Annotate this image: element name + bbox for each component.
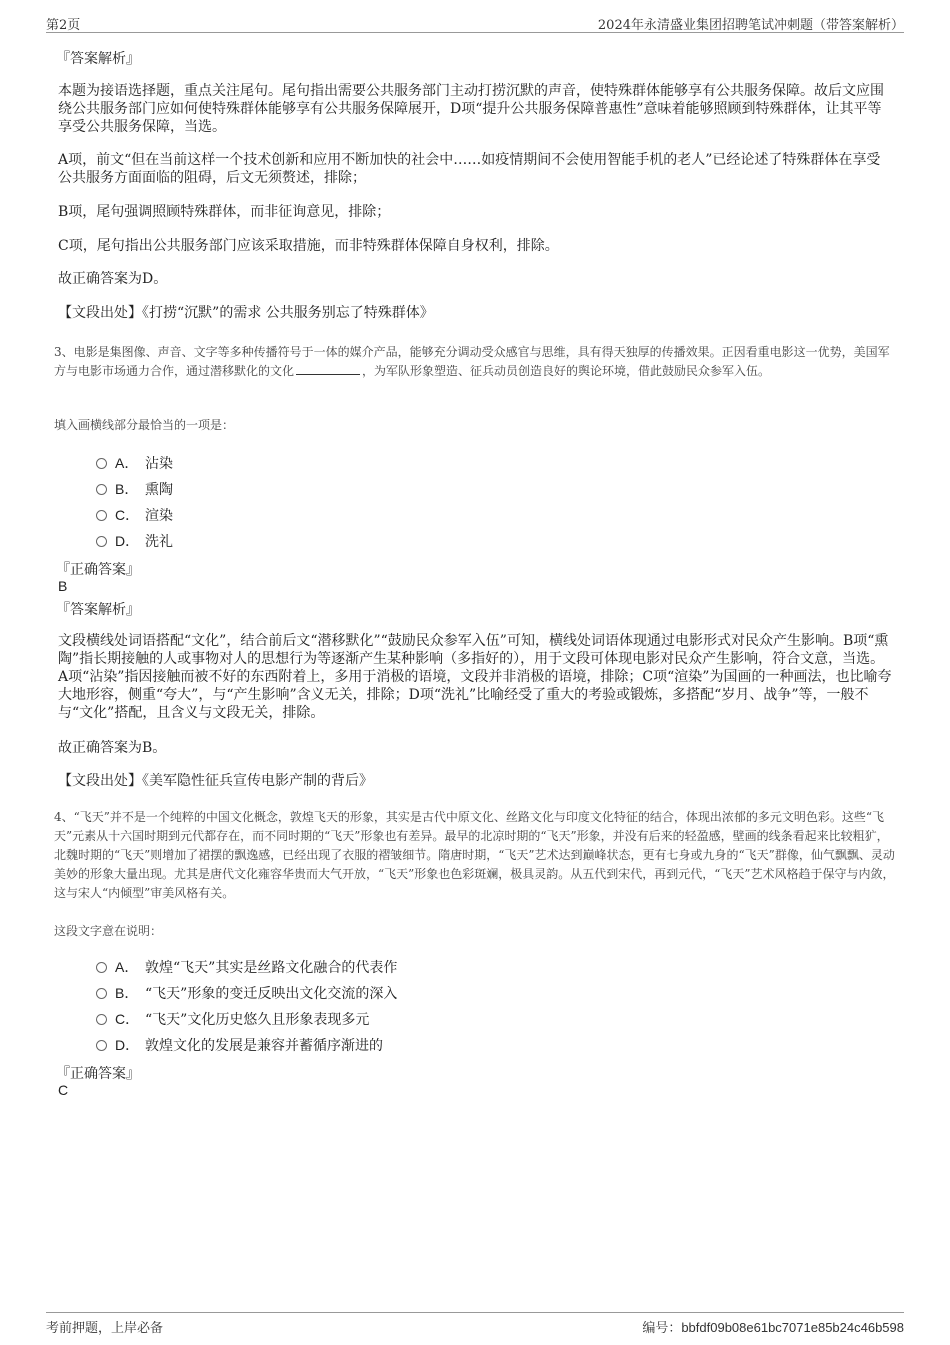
- footer-code: 编号：bbfdf09b08e61bc7071e85b24c46b598: [642, 1320, 904, 1336]
- footer-slogan: 考前押题，上岸必备: [46, 1321, 164, 1336]
- radio-icon[interactable]: [96, 988, 107, 999]
- q3-prompt: 填入画横线部分最恰当的一项是：: [54, 418, 235, 432]
- q3-analysis: 文段横线处词语搭配“文化”，结合前后文“潜移默化”“鼓励民众参军入伍”可知，横线处词语体现通过电影形式对民众产生影响。B项“熏陶”指长期接触的人或事物对人的思想行为等逐渐产生某种影响（多指好的），用于文段可体现电影对民众产生影响，符合文意，当选。A项“沾染”指因接触而被不好的东西附着上，多用于消极的语境，文段并非消极的语境，排除；C项“渲染”为国画的一种画法，也比喻夸大地形容，侧重“夸大”，与“产生影响”含义无关，排除；D项“洗礼”比喻经受了重大的考验或锻炼，多搭配“岁月、战争”等，一般不与“文化”搭配，且含义与文段无关，排除。: [58, 633, 892, 721]
- q3-option-c[interactable]: C． 渲染: [96, 505, 173, 525]
- q4-option-d[interactable]: D． 敦煌文化的发展是兼容并蓄循序渐进的: [96, 1035, 383, 1055]
- radio-icon[interactable]: [96, 510, 107, 521]
- q2-analysis-label: 『答案解析』: [56, 51, 140, 67]
- page-number: 第2页: [46, 18, 81, 33]
- q3-option-b[interactable]: B． 熏陶: [96, 479, 173, 499]
- q2-conclusion: 故正确答案为D。: [58, 271, 168, 287]
- page-header: [46, 14, 904, 33]
- page-footer: [46, 1312, 904, 1337]
- q3-analysis-label: 『答案解析』: [56, 602, 140, 618]
- q3-text-before: 3、电影是集图像、声音、文字等多种传播符号于一体的媒介产品，能够充分调动受众感官与思维，具有得天独厚的传播效果。正因看重电影这一优势，美国军方与电影市场通力合作，通过潜移默化的文化: [54, 345, 890, 378]
- radio-icon[interactable]: [96, 484, 107, 495]
- q4-answer-label: 『正确答案』: [56, 1066, 140, 1082]
- q2-source: 【文段出处】《打捞“沉默”的需求 公共服务别忘了特殊群体》: [58, 305, 434, 321]
- q4-prompt: 这段文字意在说明：: [54, 924, 163, 938]
- q3-blank: [296, 362, 360, 375]
- q3-option-a[interactable]: A． 沾染: [96, 453, 173, 473]
- radio-icon[interactable]: [96, 962, 107, 973]
- radio-icon[interactable]: [96, 536, 107, 547]
- q4-answer: C: [58, 1082, 69, 1098]
- q3-conclusion: 故正确答案为B。: [58, 740, 167, 756]
- q2-analysis-p1: 本题为接语选择题，重点关注尾句。尾句指出需要公共服务部门主动打捞沉默的声音，使特殊群体能够享有公共服务保障。故后文应围绕公共服务部门应如何使特殊群体能够享有公共服务保障展开，D项“提升公共服务保障普惠性”意味着能够照顾到特殊群体，让其平等享受公共服务保障，当选。: [58, 83, 884, 135]
- q3-text-after: ，为军队形象塑造、征兵动员创造良好的舆论环境，借此鼓励民众参军入伍。: [362, 364, 771, 378]
- radio-icon[interactable]: [96, 458, 107, 469]
- document-title: 2024年永清盛业集团招聘笔试冲刺题（带答案解析）: [597, 18, 904, 33]
- q3-answer-label: 『正确答案』: [56, 562, 140, 578]
- q4-option-a[interactable]: A． 敦煌“飞天”其实是丝路文化融合的代表作: [96, 957, 397, 977]
- q3-source: 【文段出处】《美军隐性征兵宣传电影产制的背后》: [58, 773, 373, 789]
- radio-icon[interactable]: [96, 1040, 107, 1051]
- q2-analysis-p3: B项，尾句强调照顾特殊群体，而非征询意见，排除；: [58, 204, 391, 220]
- q4-option-c[interactable]: C． “飞天”文化历史悠久且形象表现多元: [96, 1009, 369, 1029]
- q3-option-d[interactable]: D． 洗礼: [96, 531, 173, 551]
- q3-answer: B: [58, 578, 68, 594]
- q3-stem: [54, 343, 896, 381]
- q2-analysis-p4: C项，尾句指出公共服务部门应该采取措施，而非特殊群体保障自身权利，排除。: [58, 238, 559, 254]
- q4-option-b[interactable]: B． “飞天”形象的变迁反映出文化交流的深入: [96, 983, 397, 1003]
- q2-analysis-p2: A项，前文“但在当前这样一个技术创新和应用不断加快的社会中……如疫情期间不会使用智能手机的老人”已经论述了特殊群体在享受公共服务方面面临的阻碍，后文无须赘述，排除；: [58, 152, 881, 186]
- radio-icon[interactable]: [96, 1014, 107, 1025]
- q4-stem: 4、“飞天”并不是一个纯粹的中国文化概念，敦煌飞天的形象，其实是古代中原文化、丝路文化与印度文化特征的结合，体现出浓郁的多元文明色彩。这些“飞天”元素从十六国时期到元代都存在，而不同时期的“飞天”形象也有差异。最早的北凉时期的“飞天”形象，并没有后来的轻盈感，壁画的线条看起来比较粗犷，北魏时期的“飞天”则增加了裙摆的飘逸感，已经出现了衣服的褶皱细节。隋唐时期，“飞天”艺术达到巅峰状态，更有七身或九身的“飞天”群像，仙气飘飘、灵动美妙的形象大量出现。尤其是唐代文化雍容华贵而大气开放，“飞天”形象也色彩斑斓，极具灵韵。从五代到宋代，再到元代，“飞天”艺术风格趋于保守与内敛，这与宋人“内倾型”审美风格有关。: [54, 810, 895, 900]
